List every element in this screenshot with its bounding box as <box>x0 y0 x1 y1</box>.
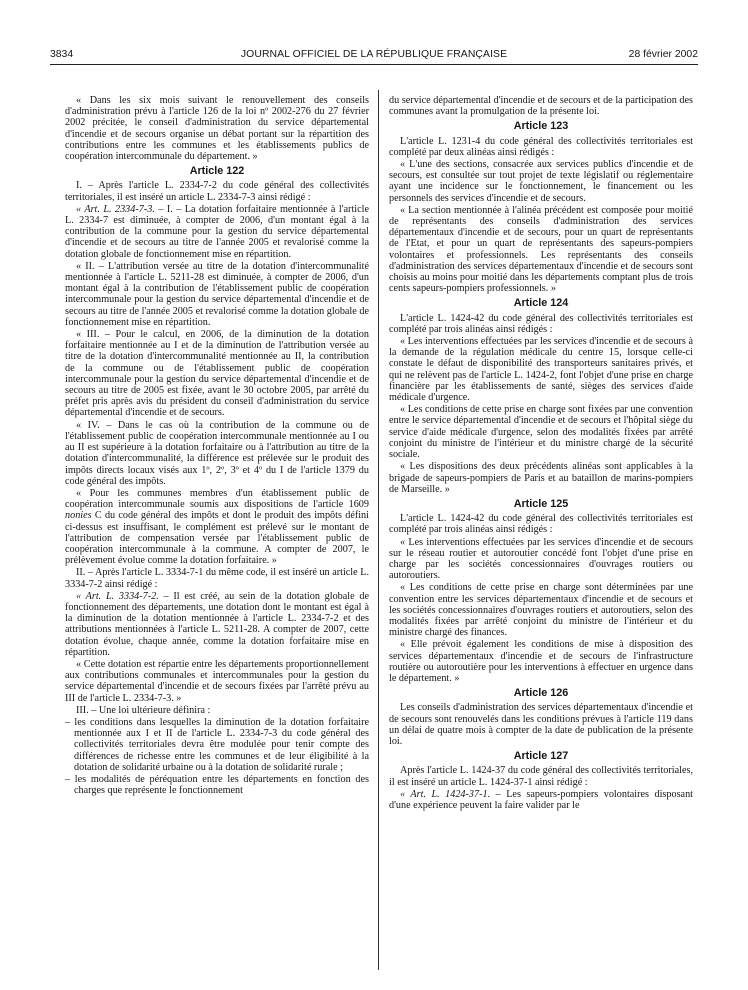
paragraph: « L'une des sections, consacrée aux services publics d'incendie et de secours, est consultée sur tout projet de texte législatif ou réglementaire ayant une incidence sur le fonctionnement, le financement ou les personnels des services d'incendie et de secours. <box>389 159 693 204</box>
article-heading: Article 127 <box>513 750 569 763</box>
paragraph: « IV. – Dans le cas où la contribution de la commune ou de l'établissement public de coopération intercommunale mentionnée au I ou au II est supérieure à la dotation forfaitaire ou à l'attribution au titre de la dotation d'intercommunalité, la différence est prélevée sur le produit des impôts directs locaux visés aux 1º, 2º, 3º et 4º du I de l'article 1379 du code général des impôts. <box>65 419 369 487</box>
article-heading: Article 122 <box>189 165 245 178</box>
paragraph: « III. – Pour le calcul, en 2006, de la diminution de la dotation forfaitaire mentionnée au I et de la diminution de l'attribution versée au titre de la dotation d'intercommunalité mentionnée au II, la contribution de la commune ou de l'établissement public de coopération intercommunale pour la gestion du service départemental d'incendie et de secours au titre de 2005 est fixée, avant le 30 octobre 2005, par arrêté du préfet pris après avis du président du conseil d'administration du service départemental d'incendie et de secours. <box>65 329 369 419</box>
article-reference: « Art. L. 3334-7-2. <box>76 590 159 602</box>
list-item: – les conditions dans lesquelles la diminution de la dotation forfaitaire mentionnée aux I et II de l'article L. 2334-7-3 du code général des collectivités territoriales devra être modulée pour tenir compte des différences de richesse entre les communes et de leur éligibilité à la dotation de solidarité urbaine ou à la dotation de solidarité rurale ; <box>65 716 369 773</box>
paragraph: « Les interventions effectuées par les services d'incendie et de secours à la demande de la régulation médicale du centre 15, lorsque celle-ci constate le défaut de disponibilité des transporteurs sanitaires privés, et qui ne relèvent pas de l'article L. 1424-2, font l'objet d'une prise en charge financière par les établissements de santé, sièges des services d'aide médicale d'urgence. <box>389 336 693 404</box>
paragraph: « Les conditions de cette prise en charge sont déterminées par une convention entre les services départementaux d'incendie et de secours et les sociétés concessionnaires d'ouvrages routiers et autoroutiers, selon des modalités fixées par arrêté conjoint du ministre de l'intérieur et du ministre chargé des finances. <box>389 582 693 639</box>
paragraph: I. – Après l'article L. 2334-7-2 du code général des collectivités territoriales, il est inséré un article L. 2334-7-3 ainsi rédigé : <box>65 180 369 203</box>
column-separator <box>378 90 379 970</box>
paragraph-text: C du code général des impôts et dont le produit des impôts défini ci-dessus est insuffisant, le complément est prélevé sur le montant de l'attribution de compensation versée par l'établissement public de coopération intercommunale à la commune. A compter de 2007, le prélèvement évolue comme la dotation forfaitaire. » <box>65 510 369 567</box>
page-header <box>50 47 698 63</box>
article-reference: « Art. L. 1424-37-1. <box>400 788 491 800</box>
paragraph: III. – Une loi ultérieure définira : <box>76 704 211 716</box>
publication-date: 28 février 2002 <box>628 49 698 60</box>
paragraph: « Cette dotation est répartie entre les départements proportionnellement aux contributions communales et intercommunales pour la gestion du service départemental d'incendie et de secours fixées par l'arrêté prévu au III de l'article L. 2334-7-3. » <box>65 658 369 704</box>
paragraph-text: – Les sapeurs-pompiers volontaires disposant d'une expérience peuvent la faire valider par le <box>389 788 693 811</box>
paragraph: L'article L. 1424-42 du code général des collectivités territoriales est complété par trois alinéas ainsi rédigés : <box>389 312 693 335</box>
paragraph: « Les dispositions des deux précédents alinéas sont applicables à la brigade de sapeurs-pompiers de Paris et au bataillon de marins-pompiers de Marseille. » <box>389 461 693 495</box>
italic-term: nonies <box>65 510 92 522</box>
paragraph <box>65 488 369 566</box>
paragraph: « II. – L'attribution versée au titre de la dotation d'intercommunalité mentionnée à l'article L. 5211-28 est diminuée, à compter de 2006, d'un montant égal à la contribution de l'établissement public de coopération intercommunale pour la gestion du service départemental d'incendie et de secours au titre de l'année 2005 et revalorisé comme la dotation globale de fonctionnement mise en répartition. <box>65 260 369 328</box>
article-heading: Article 124 <box>513 297 569 310</box>
paragraph: du service départemental d'incendie et de secours et de la participation des communes avant la promulgation de la présente loi. <box>389 95 693 118</box>
paragraph: L'article L. 1424-42 du code général des collectivités territoriales est complété par trois alinéas ainsi rédigés : <box>389 513 693 536</box>
page-number: 3834 <box>50 49 74 60</box>
paragraph <box>65 591 369 658</box>
paragraph-text: – Il est créé, au sein de la dotation globale de fonctionnement des départements, une dotation dont le montant est égal à la diminution de la dotation mentionnée à l'article L. 2334-7-2 et des attributions mentionnées à l'article L. 5211-28. A compter de 2007, cette dotation évolue, chaque année, comme la dotation forfaitaire mise en répartition. <box>65 590 369 658</box>
article-heading: Article 123 <box>513 120 569 133</box>
right-column <box>389 95 693 812</box>
list-item: – les modalités de péréquation entre les départements en fonction des charges que représente le fonctionnement <box>65 773 369 797</box>
paragraph-text: « Pour les communes membres d'un établissement public de coopération intercommunale soumis aux dispositions de l'article 1609 <box>65 487 369 511</box>
paragraph: « Elle prévoit également les conditions de mise à disposition des services départementaux d'incendie et de secours de l'infrastructure routière ou autoroutière pour les interventions à effectuer en urgence dans le département. » <box>389 639 693 684</box>
left-column <box>65 95 369 797</box>
paragraph: Les conseils d'administration des services départementaux d'incendie et de secours sont renouvelés dans les conditions prévues à l'article 119 dans un délai de quatre mois à compter de la date de publication de la présente loi. <box>389 702 693 747</box>
paragraph: II. – Après l'article L. 3334-7-1 du même code, il est inséré un article L. 3334-7-2 ainsi rédigé : <box>65 567 369 590</box>
paragraph: « Dans les six mois suivant le renouvellement des conseils d'administration prévu à l'article 126 de la loi nº 2002-276 du 27 février 2002 précitée, le conseil d'administration du service départemental d'incendie et de secours organise un débat portant sur la répartition des contributions entre les communes et les établissements publics de coopération intercommunale du département. » <box>65 95 369 163</box>
paragraph-text: – I. – La dotation forfaitaire mentionnée à l'article L. 2334-7 est diminuée, à compter de 2006, d'un montant égal à la contribution de la commune pour la gestion du service départemental d'incendie et de secours au titre de l'année 2005 et revalorisé comme la dotation globale de fonctionnement mise en répartition. <box>65 203 369 260</box>
paragraph <box>389 789 693 811</box>
paragraph: Après l'article L. 1424-37 du code général des collectivités territoriales, il est inséré un article L. 1424-37-1 ainsi rédigé : <box>389 765 693 788</box>
article-heading: Article 126 <box>513 687 569 700</box>
paragraph: « Les conditions de cette prise en charge sont fixées par une convention entre le service départemental d'incendie et de secours et l'hôpital siège du service d'aide médicale d'urgence, selon des modalités fixées par arrêté conjoint du ministre de l'intérieur et du ministre chargé de la sécurité sociale. <box>389 404 693 461</box>
paragraph <box>65 204 369 260</box>
paragraph: « La section mentionnée à l'alinéa précédent est composée pour moitié de représentants des conseils d'administration des services départementaux d'incendie et de secours, pour un quart de représentants de l'Etat, et pour un quart de représentants des sapeurs-pompiers volontaires et professionnels. Les représentants des conseils d'administration des services départementaux d'incendie et de secours sont choisis au moins pour moitié dans les départements comptant plus de trois cents sapeurs-pompiers professionnels. » <box>389 204 693 295</box>
paragraph: « Les interventions effectuées par les services d'incendie et de secours sur le réseau routier et autoroutier concédé font l'objet d'une prise en charge par les sociétés concessionnaires d'ouvrages routiers ou autoroutiers. <box>389 536 693 582</box>
article-heading: Article 125 <box>513 497 569 510</box>
header-rule <box>50 64 698 65</box>
paragraph: L'article L. 1231-4 du code général des collectivités territoriales est complété par deux alinéas ainsi rédigés : <box>389 135 693 158</box>
journal-title: JOURNAL OFFICIEL DE LA RÉPUBLIQUE FRANÇAISE <box>240 49 508 60</box>
article-reference: « Art. L. 2334-7-3. <box>76 203 155 215</box>
